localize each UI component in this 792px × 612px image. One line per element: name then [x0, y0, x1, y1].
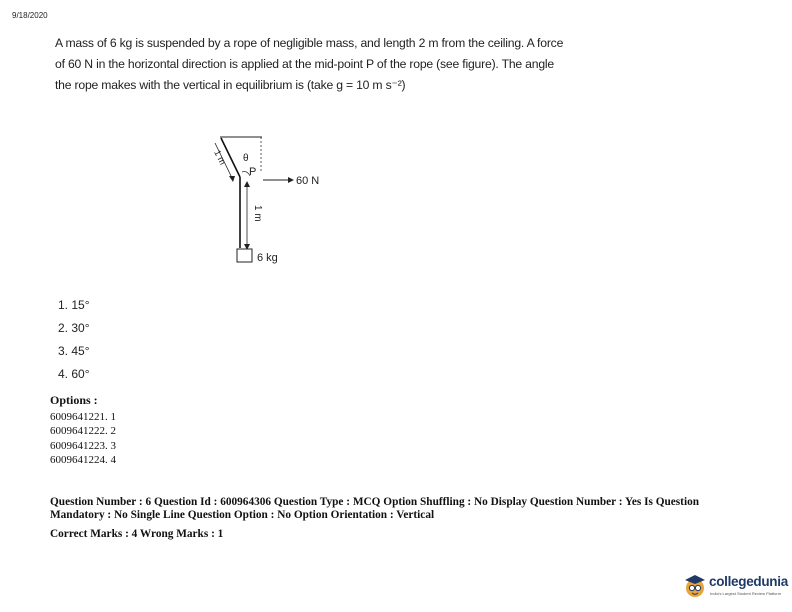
options-heading: Options :: [50, 393, 98, 407]
print-date: 9/18/2020: [12, 11, 48, 20]
collegedunia-logo: [683, 571, 788, 601]
choice-item: 3. 45°: [58, 344, 90, 358]
question-line: the rope makes with the vertical in equilibrium is (take g = 10 m s⁻²): [55, 78, 406, 92]
theta-label: θ: [243, 153, 249, 164]
question-metadata: [50, 496, 770, 522]
option-id-item: 6009641223. 3: [50, 439, 116, 452]
question-line: A mass of 6 kg is suspended by a rope of negligible mass, and length 2 m from the ceiling. A force: [55, 36, 564, 50]
option-id-item: 6009641221. 1: [50, 411, 116, 423]
logo-wordmark: collegedunia: [709, 574, 788, 589]
lower-length-label: 1 m: [252, 205, 263, 222]
upper-length-label: 1 m: [212, 148, 228, 167]
question-text: [55, 33, 575, 96]
metadata-line: Mandatory : No Single Line Question Option : No Option Orientation : Vertical: [50, 509, 435, 521]
metadata-line: Question Number : 6 Question Id : 600964306 Question Type : MCQ Option Shuffling : No Display Question Number : Yes Is Question: [50, 496, 700, 508]
choice-item: 1. 15°: [58, 298, 90, 312]
force-arrowhead: [288, 177, 294, 183]
mass-block: [237, 249, 252, 262]
mass-label: 6 kg: [257, 252, 278, 264]
choice-item: 2. 30°: [58, 321, 90, 335]
choice-item: 4. 60°: [58, 367, 90, 381]
question-line: of 60 N in the horizontal direction is applied at the mid-point P of the rope (see figure). The angle: [55, 57, 554, 71]
option-id-item: 6009641222. 2: [50, 425, 116, 438]
upper-length-arrowhead: [229, 176, 235, 182]
marks-info: Correct Marks : 4 Wrong Marks : 1: [50, 528, 224, 540]
rope-force-diagram: [195, 130, 335, 270]
answer-choices: [58, 298, 90, 390]
graduation-cap-icon: [683, 571, 707, 599]
logo-tagline: India's Largest Student Review Platform: [710, 591, 782, 596]
point-p-label: P: [249, 166, 257, 178]
lower-length-arrowhead-top: [244, 181, 250, 187]
options-list: [50, 410, 116, 467]
option-id-item: 6009641224. 4: [50, 453, 116, 466]
force-label: 60 N: [296, 175, 320, 187]
